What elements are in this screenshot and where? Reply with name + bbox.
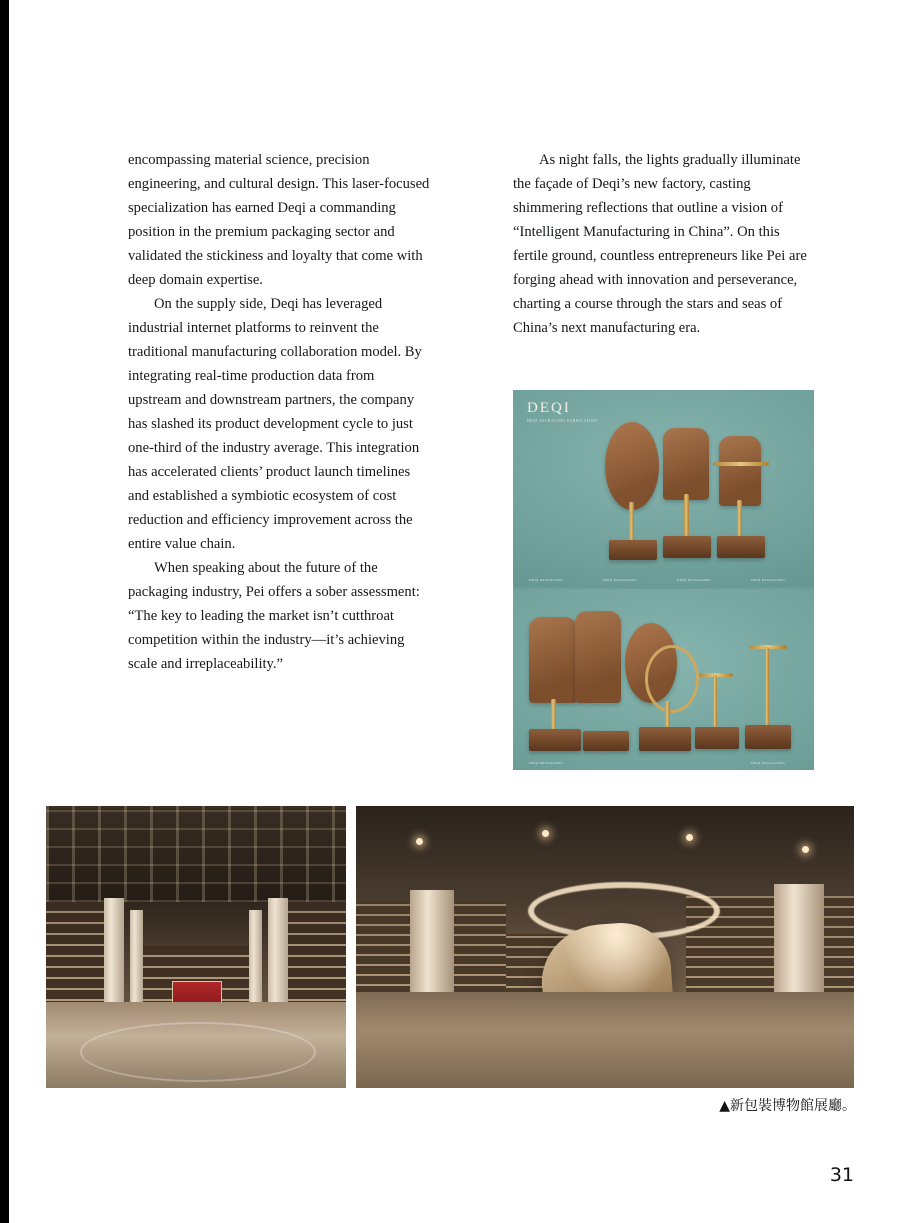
footer-mark-4: DEQI PACKAGING [751, 578, 786, 582]
ceiling-spotlight-1 [416, 838, 423, 845]
floor-inlay-ring [80, 1022, 316, 1082]
stand-base-8 [745, 725, 791, 749]
stand-base-7 [695, 727, 739, 749]
stand-rod-1 [629, 502, 634, 544]
footer-mark-5: DEQI PACKAGING [529, 761, 564, 765]
body-text-column-left [128, 148, 430, 676]
brand-name: DEQI [527, 400, 571, 416]
wood-slab-display-3 [719, 436, 761, 506]
product-photo-bottom [513, 589, 814, 770]
figure-caption: ▲新包裝博物館展廳。 [719, 1098, 856, 1114]
ceiling-spotlight-4 [802, 846, 809, 853]
footer-mark-1: DEQI PACKAGING [529, 578, 564, 582]
stand-rod-4 [551, 699, 556, 733]
stand-rod-3 [737, 500, 742, 540]
body-text-column-right [513, 148, 813, 340]
stand-base-4 [529, 729, 581, 751]
page-number: 31 [829, 1164, 854, 1186]
floor-surface-right [356, 992, 854, 1088]
page-edge-bar [0, 0, 9, 1223]
paragraph-right-1: As night falls, the lights gradually illuminate the façade of Deqi’s new factory, casting shimmering reflections that outline a vision of “Intelligent Manufacturing in China”. On this fertile ground, countless entrepreneurs like Pei are forging ahead with innovation and perseverance, charting a course through the stars and seas of China’s next manufacturing era. [513, 152, 807, 336]
footer-mark-3: DEQI PACKAGING [677, 578, 712, 582]
column-1 [104, 898, 124, 1014]
wood-slab-display-4 [529, 617, 577, 703]
wood-oval-display-1 [605, 422, 659, 510]
ceiling-spotlight-2 [542, 830, 549, 837]
product-display-figure [513, 390, 814, 770]
column-4 [249, 910, 262, 1010]
column-3 [130, 910, 143, 1010]
shelf-wall-right [288, 902, 346, 1012]
stand-rod-2 [684, 494, 689, 540]
paragraph-left-3: When speaking about the future of the packaging industry, Pei offers a sober assessment: “The key to leading the market isn’t cutthroat competition within the industry—it’s achieving scale and irreplaceability.” [128, 560, 420, 672]
footer-mark-6: DEQI PACKAGING [751, 761, 786, 765]
stand-base-5 [583, 731, 629, 751]
stand-base-2 [663, 536, 711, 558]
stand-rod-7 [713, 675, 717, 729]
ceiling-spotlight-3 [686, 834, 693, 841]
brass-bar-3 [713, 462, 769, 466]
ceiling-grid [46, 806, 346, 902]
museum-hall-photo [46, 806, 346, 1088]
column-2 [268, 898, 288, 1014]
footer-mark-2: DEQI PACKAGING [603, 578, 638, 582]
brass-ring-6 [645, 645, 699, 713]
paragraph-left-2: On the supply side, Deqi has leveraged industrial internet platforms to reinvent the traditional manufacturing collaboration model. By integrating real-time production data from upstream and downstream partners, the company has slashed its product development cycle to just one-third of the industry average. This integration has accelerated clients’ product launch timelines and established a symbiotic ecosystem of cost reduction and efficiency improvement across the entire value chain. [128, 296, 422, 552]
museum-staircase-photo [356, 806, 854, 1088]
stand-rod-8 [765, 647, 769, 727]
brand-logo [527, 401, 597, 423]
stand-base-6 [639, 727, 691, 751]
brand-subtitle: DEQI PACKAGING FABRICATION [527, 419, 598, 423]
paragraph-left-1: encompassing material science, precision engineering, and cultural design. This laser-focused specialization has earned Deqi a commanding position in the premium packaging sector and validated the stickiness and loyalty that come with deep domain expertise. [128, 152, 430, 288]
stand-base-1 [609, 540, 657, 560]
product-photo-top [513, 390, 814, 587]
shelf-wall-left [46, 902, 104, 1012]
stand-base-3 [717, 536, 765, 558]
wood-slab-display-2 [663, 428, 709, 500]
wood-slab-display-5 [575, 611, 621, 703]
